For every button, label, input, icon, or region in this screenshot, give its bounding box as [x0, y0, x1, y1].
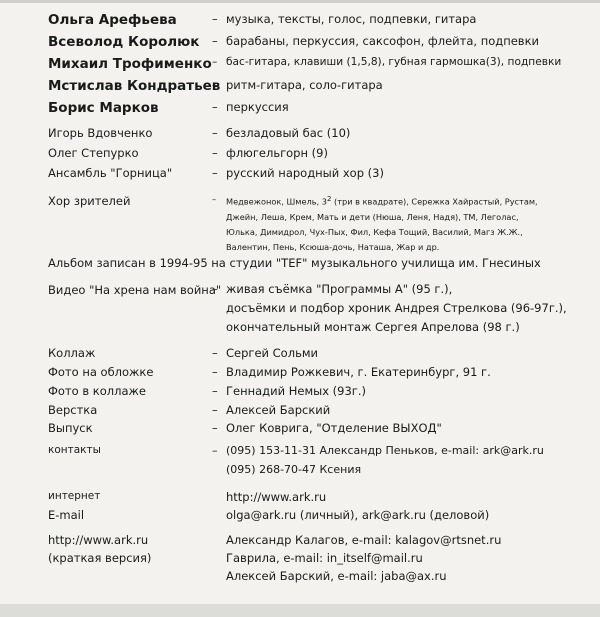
credit-label: Фото на обложке: [48, 365, 154, 379]
credit-value: – Сергей Сольми: [226, 346, 318, 360]
video-line: окончательный монтаж Сергея Апрелова (98 г.): [226, 320, 520, 334]
short-version-label: [48, 531, 151, 567]
guest-role: – русский народный хор (3): [226, 166, 384, 180]
credit-value: – Геннадий Немых (93г.): [226, 384, 366, 398]
member-name: Ольга Арефьева: [48, 12, 177, 28]
internet-label: интернет: [48, 490, 101, 502]
superscript: 2: [326, 195, 332, 203]
guest-name: Игорь Вдовченко: [48, 126, 153, 140]
member-role: – барабаны, перкуссия, саксофон, флейта, подпевки: [226, 34, 539, 48]
video-label: Видео "На хрена нам война": [48, 283, 222, 297]
guest-role: – безладовый бас (10): [226, 126, 350, 140]
email-value: olga@ark.ru (личный), ark@ark.ru (деловой): [226, 508, 490, 522]
member-name: Михаил Трофименко: [48, 56, 212, 72]
credit-label: Коллаж: [48, 346, 96, 360]
video-line: – живая съёмка "Программы А" (95 г.),: [226, 282, 453, 296]
page-edge-top: [0, 0, 600, 3]
choir-line: Медвежонок, Шмель, 3: [226, 196, 327, 207]
member-name: Всеволод Королюк: [48, 34, 200, 50]
member-role: – музыка, тексты, голос, подпевки, гитара: [226, 12, 476, 26]
video-credits: [226, 280, 567, 337]
email-label: E-mail: [48, 508, 85, 522]
guest-name: Олег Степурко: [48, 146, 139, 160]
contact-line: – (095) 153-11-31 Александр Пеньков, e-mail: ark@ark.ru: [226, 444, 544, 457]
short-version-line: Алексей Барский, e-mail: jaba@ax.ru: [226, 569, 447, 583]
member-role: – бас-гитара, клавиши (1,5,8), губная гармошка(3), подпевки: [226, 56, 561, 68]
choir-line: Юлька, Димидрол, Чух-Пых, Фил, Кефа Тощий, Василий, Магз Ж.Ж.,: [226, 226, 523, 237]
credit-value: – Владимир Рожкевич, г. Екатеринбург, 91 г.: [226, 365, 491, 379]
choir-label: Хор зрителей: [48, 194, 131, 208]
member-role: – ритм-гитара, соло-гитара: [226, 78, 383, 92]
short-version-url: http://www.ark.ru: [48, 533, 149, 547]
contact-line: (095) 268-70-47 Ксения: [226, 463, 362, 476]
choir-members: [226, 192, 538, 255]
contacts-label: контакты: [48, 444, 101, 456]
page-edge-bottom: [0, 604, 600, 617]
choir-line: Валентин, Пень, Ксюша-дочь, Наташа, Жар и др.: [226, 241, 440, 252]
short-version-note: (краткая версия): [48, 551, 152, 565]
internet-url: http://www.ark.ru: [226, 490, 327, 504]
video-line: досъёмки и подбор хроник Андрея Стрелкова (96-97г.),: [226, 301, 567, 315]
credit-value: – Алексей Барский: [226, 403, 330, 417]
short-version-line: Александр Калагов, e-mail: kalagov@rtsnet.ru: [226, 533, 502, 547]
member-name: Мстислав Кондратьев: [48, 78, 221, 94]
recording-text: Альбом записан в 1994-95 на студии "TEF" музыкального училища им. Гнесиных: [48, 256, 541, 270]
choir-line: (три в квадрате), Сережка Хайрастый, Рустам,: [331, 196, 538, 207]
contacts-lines: [226, 441, 544, 479]
credit-value: – Олег Коврига, "Отделение ВЫХОД": [226, 421, 442, 435]
member-role: – перкуссия: [226, 100, 289, 114]
guest-role: – флюгельгорн (9): [226, 146, 328, 160]
choir-line: Джейн, Леша, Крем, Мать и дети (Нюша, Леня, Надя), ТМ, Леголас,: [226, 211, 519, 222]
short-version-line: Гаврила, e-mail: in_itself@mail.ru: [226, 551, 423, 565]
credit-label: Верстка: [48, 403, 98, 417]
guest-name: Ансамбль "Горница": [48, 166, 173, 180]
member-name: Борис Марков: [48, 100, 159, 116]
credit-label: Фото в коллаже: [48, 384, 146, 398]
short-version-credits: [226, 531, 501, 585]
credit-label: Выпуск: [48, 421, 93, 435]
